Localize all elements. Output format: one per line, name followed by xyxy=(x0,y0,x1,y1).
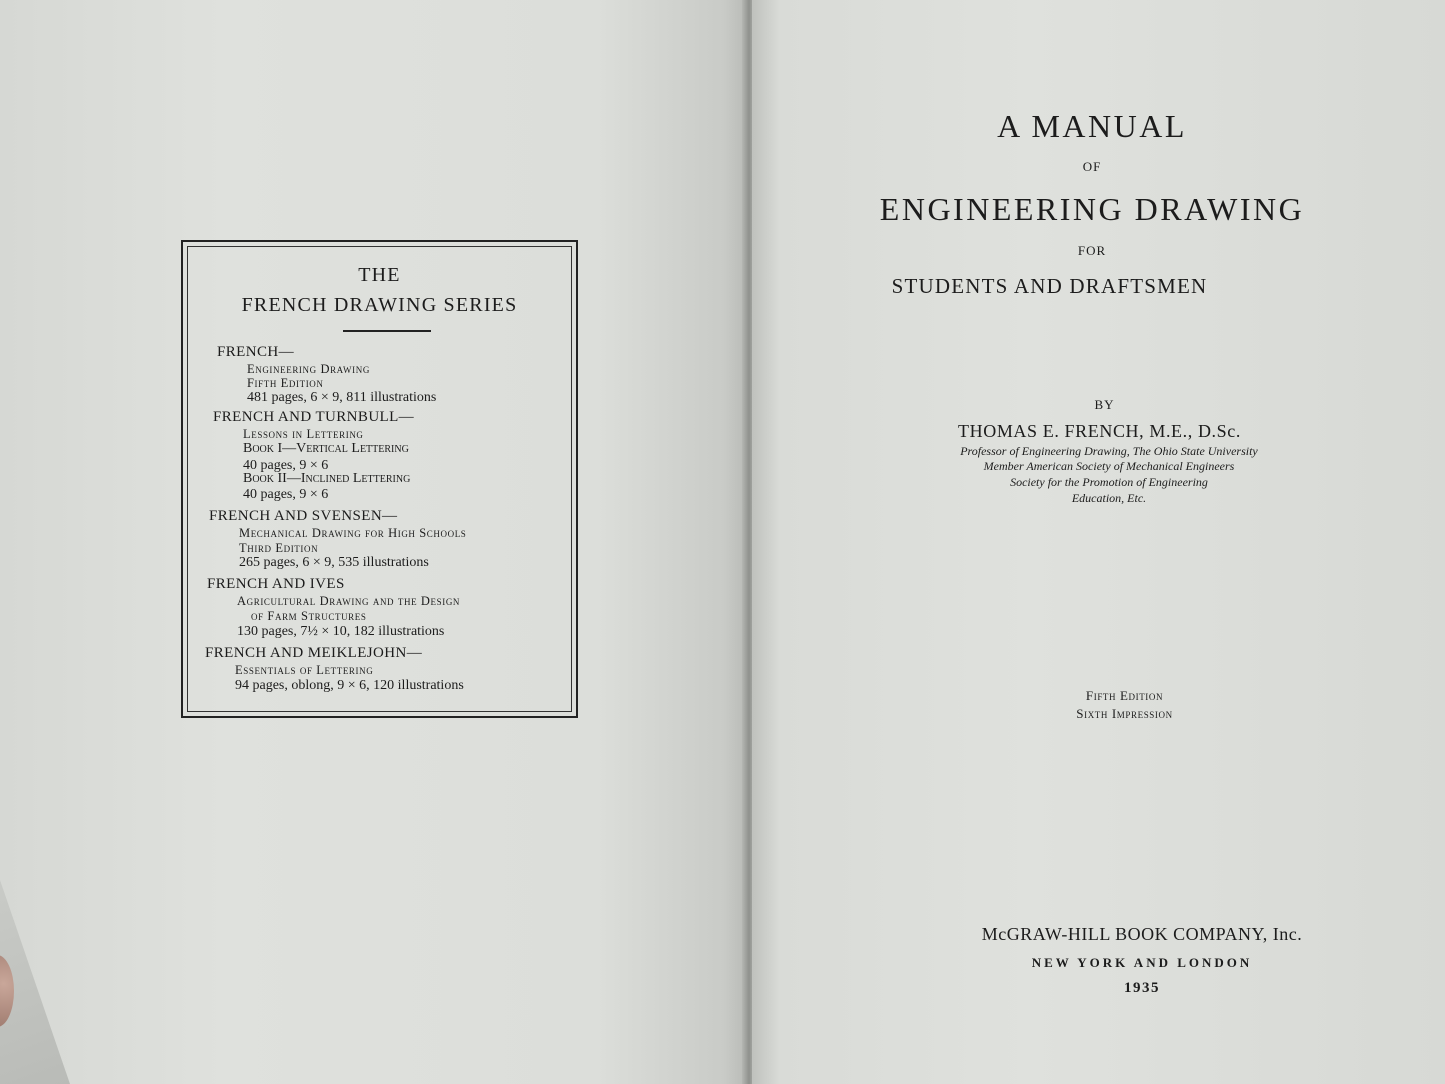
publication-year: 1935 xyxy=(1124,980,1160,996)
title-line-manual: A MANUAL xyxy=(997,108,1187,144)
author-credential: Member American Society of Mechanical Engineers xyxy=(983,459,1235,473)
author-credential: Professor of Engineering Drawing, The Ohio State University xyxy=(960,444,1258,458)
entry-detail: 265 pages, 6 × 9, 535 illustrations xyxy=(239,555,429,570)
entry-detail: 40 pages, 9 × 6 xyxy=(243,458,329,473)
entry-detail: 130 pages, 7½ × 10, 182 illustrations xyxy=(237,624,445,639)
title-line-students: STUDENTS AND DRAFTSMEN xyxy=(891,274,1208,298)
title-word-of: OF xyxy=(1082,159,1102,174)
entry-title-lessons-lettering: Lessons in Lettering xyxy=(243,427,364,441)
entry-author-french-svensen: FRENCH AND SVENSEN— xyxy=(209,508,398,524)
entry-author-french: FRENCH— xyxy=(217,344,294,360)
author-name: THOMAS E. FRENCH, M.E., D.Sc. xyxy=(958,421,1241,441)
entry-author-french-meiklejohn: FRENCH AND MEIKLEJOHN— xyxy=(205,645,423,661)
series-divider-rule xyxy=(343,330,431,332)
entry-edition: Fifth Edition xyxy=(247,376,324,390)
right-page xyxy=(752,0,1445,1084)
author-credential: Society for the Promotion of Engineering xyxy=(1010,475,1208,489)
title-word-for: FOR xyxy=(1077,243,1107,258)
entry-book-two: Book II—Inclined Lettering xyxy=(243,471,411,486)
title-word-by: BY xyxy=(1094,397,1115,412)
publisher-place: NEW YORK AND LONDON xyxy=(1031,955,1253,970)
impression-text: Sixth Impression xyxy=(1076,706,1173,721)
entry-book-one: Book I—Vertical Lettering xyxy=(243,441,409,456)
entry-title-agricultural-drawing: Agricultural Drawing and the Design xyxy=(237,594,461,608)
entry-author-french-turnbull: FRENCH AND TURNBULL— xyxy=(213,409,415,425)
series-heading-the: THE xyxy=(358,264,401,286)
entry-title-engineering-drawing: Engineering Drawing xyxy=(247,362,370,376)
title-line-engineering-drawing: ENGINEERING DRAWING xyxy=(879,191,1305,227)
entry-detail: 40 pages, 9 × 6 xyxy=(243,487,329,502)
entry-detail: 481 pages, 6 × 9, 811 illustrations xyxy=(247,390,437,405)
entry-detail: 94 pages, oblong, 9 × 6, 120 illustrations xyxy=(235,678,464,693)
entry-title-farm-structures: of Farm Structures xyxy=(251,609,367,623)
series-box xyxy=(181,240,578,718)
entry-title-essentials-lettering: Essentials of Lettering xyxy=(235,663,374,677)
publisher-name: McGRAW-HILL BOOK COMPANY, Inc. xyxy=(981,924,1303,944)
series-heading-title: FRENCH DRAWING SERIES xyxy=(241,294,518,316)
entry-title-mechanical-drawing: Mechanical Drawing for High Schools xyxy=(239,526,467,540)
entry-author-french-ives: FRENCH AND IVES xyxy=(207,576,345,592)
author-credential: Education, Etc. xyxy=(1071,491,1147,505)
entry-edition: Third Edition xyxy=(239,541,319,555)
edition-text: Fifth Edition xyxy=(1085,688,1164,703)
